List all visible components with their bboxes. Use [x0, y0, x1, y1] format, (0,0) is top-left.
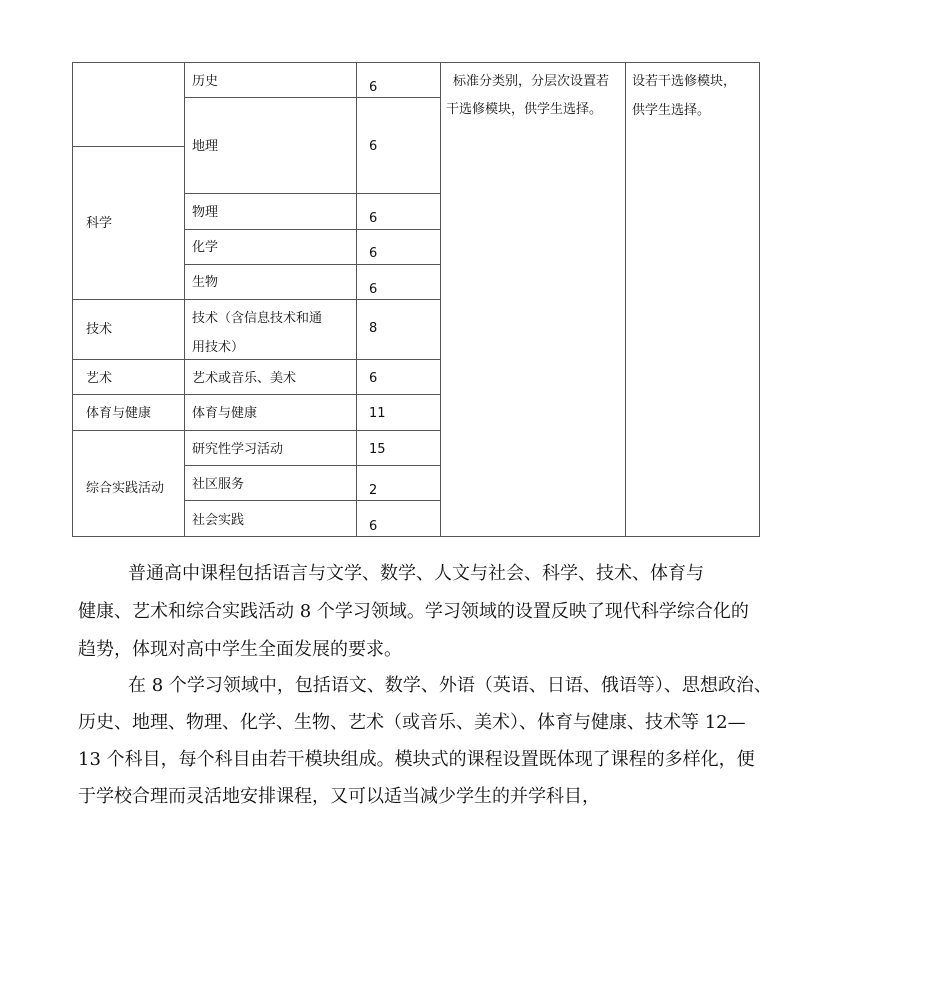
credits-biology: 6: [369, 282, 378, 297]
row-line: [184, 229, 441, 230]
credits-art: 6: [369, 371, 378, 386]
table-border-right: [759, 62, 760, 537]
domain-science: 科学: [86, 216, 113, 231]
paragraph-line: 13 个科目，每个科目由若干模块组成。模块式的课程设置既体现了课程的多样化，便: [78, 749, 755, 770]
subject-pe: 体育与健康: [192, 406, 258, 421]
subject-social: 社会实践: [192, 513, 245, 528]
subject-biology: 生物: [192, 275, 219, 290]
credits-community: 2: [369, 483, 378, 498]
credits-physics: 6: [369, 211, 378, 226]
note-column-4: 标准分类别，分层次设置若干选修模块，供学生选择。: [446, 74, 610, 117]
table-border-top: [72, 62, 760, 63]
subject-research: 研究性学习活动: [192, 442, 284, 457]
row-line: [184, 193, 441, 194]
row-line: [72, 394, 441, 395]
note-column-5-line2: 供学生选择。: [632, 103, 711, 118]
subject-technology-line2: 用技术）: [192, 340, 245, 355]
subject-chemistry: 化学: [192, 240, 219, 255]
paragraph-line: 于学校合理而灵活地安排课程，又可以适当减少学生的并学科目，: [78, 786, 600, 807]
credits-history: 6: [369, 80, 378, 95]
subject-history: 历史: [192, 74, 219, 89]
paragraph-line: 历史、地理、物理、化学、生物、艺术（或音乐、美术）、体育与健康、技术等 12—: [78, 712, 746, 733]
subject-community: 社区服务: [192, 477, 245, 492]
paragraph-line: 趋势，体现对高中学生全面发展的要求。: [78, 639, 402, 660]
domain-pe: 体育与健康: [86, 406, 152, 421]
subject-physics: 物理: [192, 205, 219, 220]
paragraph-line: 健康、艺术和综合实践活动 8 个学习领域。学习领域的设置反映了现代科学综合化的: [78, 601, 749, 622]
credits-technology: 8: [369, 321, 378, 336]
table-border-col5: [625, 62, 626, 537]
credits-pe: 11: [369, 406, 386, 421]
row-line: [72, 359, 441, 360]
credits-chemistry: 6: [369, 246, 378, 261]
row-line: [72, 299, 441, 300]
row-line: [184, 264, 441, 265]
domain-technology: 技术: [86, 322, 113, 337]
domain-art: 艺术: [86, 371, 113, 386]
row-line: [72, 430, 441, 431]
row-line: [184, 500, 441, 501]
row-line: [184, 97, 441, 98]
table-border-bottom: [72, 536, 760, 537]
paragraph-line: 普通高中课程包括语言与文学、数学、人文与社会、科学、技术、体育与: [128, 563, 704, 584]
credits-social: 6: [369, 519, 378, 534]
credits-geography: 6: [369, 139, 378, 154]
credits-research: 15: [369, 442, 386, 457]
paragraph-line: 在 8 个学习领域中，包括语文、数学、外语（英语、日语、俄语等）、思想政治、: [128, 675, 772, 696]
subject-technology-line1: 技术（含信息技术和通: [192, 311, 323, 326]
domain-practice: 综合实践活动: [86, 481, 165, 496]
row-line: [72, 146, 185, 147]
subject-art-music: 艺术或音乐、美术: [192, 371, 297, 386]
subject-geography: 地理: [192, 139, 219, 154]
row-line: [184, 465, 441, 466]
note-column-5-line1: 设若干选修模块，: [632, 74, 737, 89]
